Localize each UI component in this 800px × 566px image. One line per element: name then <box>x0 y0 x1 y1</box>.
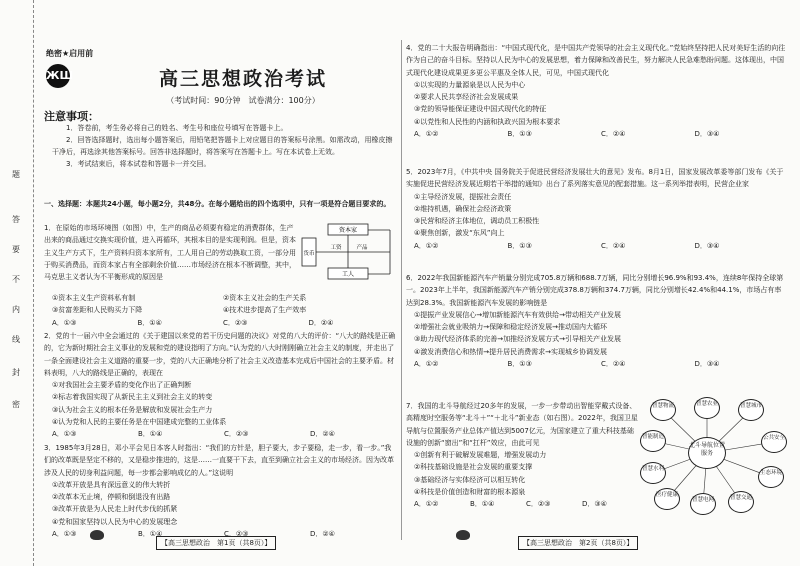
note-item: 1．答卷前，考生务必将自己的姓名、考生号和座位号填写在答题卡上。 <box>66 124 288 132</box>
answer-choice: A．①② <box>414 360 439 369</box>
option-item: ②标志着我国实现了从新民主主义到社会主义的转变 <box>52 393 213 402</box>
diagram-node: 智慧农业 <box>694 397 720 419</box>
answer-choice: D．③④ <box>694 360 720 369</box>
gutter-label: 内 <box>12 305 20 314</box>
answer-choice: D．②④ <box>310 430 335 439</box>
option-item: ①主导经济发展，提振社会责任 <box>414 192 512 201</box>
notes-list <box>52 122 397 170</box>
gutter-label: 题 <box>12 170 20 179</box>
page-footer-label: 【高三思想政治 第2页（共8页）】 <box>518 536 638 550</box>
answer-choice: B．①④ <box>138 530 163 539</box>
option-item: ③助力现代经济体系的完善→加推经济发展方式→引导相关产业发展 <box>414 335 622 344</box>
answer-choice: D．②④ <box>310 530 335 539</box>
diagram-label: 产品 <box>356 245 368 251</box>
option-item: ③民营和经济主体地位，调动员工积极性 <box>414 217 540 226</box>
option-item: ③改革开放是为人民走上时代步伐的抓紧 <box>52 505 178 514</box>
footer-right <box>518 536 638 550</box>
gutter-label: 答 <box>12 215 20 224</box>
diagram-hub: 北斗导航位置服务 <box>688 437 726 469</box>
option-item: ②科技基础设施是社会发展的重要支撑 <box>414 463 533 472</box>
exam-title: 高三思想政治考试 <box>158 68 327 90</box>
answer-choice: C．②③ <box>224 430 249 439</box>
answer-choice: B．①③ <box>507 130 532 139</box>
option-item: ①以实现的力量源泉是以人民为中心 <box>414 80 526 89</box>
answer-choice: B．①③ <box>507 360 532 369</box>
option-item: ④党和国家坚持以人民为中心的发展理念 <box>52 517 178 526</box>
question-2 <box>44 330 396 441</box>
option-item: ③认为社会主义的根本任务是解放和发展社会生产力 <box>52 405 213 414</box>
answer-choice: D．③④ <box>582 500 607 509</box>
answer-choice: B．①④ <box>137 318 162 327</box>
question-stem: 6．2022年我国新能源汽车产销量分别完成705.8万辆和688.7万辆，同比分别增长96.9%和93.4%，连续8年保持全球第一。2023年上半年，我国新能源汽车产销分别完成378.8万辆和374.7万辆，同比分别增长42.4%和44.1%，市场占有率达到28.3%。我国新能源汽车发展的影响链是 <box>406 274 784 307</box>
option-item: ④科技是价值创造和财富的根本源泉 <box>414 488 526 497</box>
diagram-node: 公共安全 <box>761 431 787 453</box>
answer-choice: B．①④ <box>138 430 163 439</box>
diagram-node: 智慧交通 <box>728 491 754 513</box>
answer-choice: C．②③ <box>526 500 551 509</box>
diagram-label: 工人 <box>341 271 355 278</box>
gutter-label: 线 <box>12 335 20 344</box>
option-item: ②要求人民共享经济社会发展成果 <box>414 93 519 102</box>
answer-choice: C．②④ <box>601 241 626 250</box>
answer-choice: A．①③ <box>52 530 77 539</box>
gutter-label: 不 <box>12 275 20 284</box>
question-6 <box>406 272 788 370</box>
question-7 <box>406 400 638 511</box>
binding-gutter <box>0 0 34 566</box>
bird-logo-icon <box>90 530 104 540</box>
answer-choice: A．①③ <box>52 430 77 439</box>
column-divider <box>401 40 402 540</box>
diagram-label: 工资 <box>330 245 342 251</box>
q7-beidou-diagram <box>640 397 790 515</box>
question-1 <box>44 222 296 283</box>
diagram-node: 生态环境 <box>758 466 784 488</box>
diagram-node: 医疗健康 <box>654 488 680 510</box>
option-item: ②资本主义社会的生产关系 <box>223 294 307 302</box>
q1-options <box>52 292 394 329</box>
question-stem: 3．1985年3月28日，邓小平会见日本客人时指出：“我们的方针是，胆子要大，步子要稳，走一步，看一步。”我们的改革既是坚定不移的，又是稳步推进的，这是……一直要干下去，直至到确立社会主义的市场经济。因为改革涉及人民的切身利益问题，每一步都会影响成亿的人。”这说明 <box>44 444 394 477</box>
option-item: ③基础经济与实体经济可以相互转化 <box>414 475 526 484</box>
question-stem: 7．我国的北斗导航经过20多年的发展，一步一步带动出智能穿戴式设备、高精度时空服务等“北斗＋”“＋北斗”新业态（如右图）。2022年，我国卫星导航与位置服务产业总体产值达到5007亿元，为国家建立了重大科技基础设施的创新“窗出”和“扛杆”效应，由此可见 <box>406 402 638 447</box>
question-stem: 4．党的二十大报告明确指出：“中国式现代化，是中国共产党领导的社会主义现代化。”党始终坚持把人民对美好生活的向往作为自己的奋斗目标。坚持以人民为中心的发展思想，着力保障和改善民生，努力解决人民急难愁盼问题。这体现出，中国式现代化建设成果更多更公平惠及全体人民，可见，中国式现代化 <box>406 44 786 77</box>
q1-diagram <box>300 222 394 282</box>
answer-choice: D．②④ <box>308 318 334 327</box>
option-item: ②改革本无止境，停顿和倒退没有出路 <box>52 493 171 502</box>
answer-choice: A．①② <box>414 130 439 139</box>
diagram-label: 资本家 <box>338 227 358 234</box>
answer-choice: B．①③ <box>507 241 532 250</box>
gutter-label: 封 <box>12 368 20 377</box>
answer-choice: A．①② <box>414 241 439 250</box>
question-3 <box>44 442 396 540</box>
q1-diagram-svg <box>300 222 394 282</box>
option-item: ①对我国社会主要矛盾的变化作出了正确判断 <box>52 381 192 390</box>
option-item: ④聚焦创新，激发“东风”向上 <box>414 229 505 238</box>
diagram-label: 货币 <box>303 251 315 257</box>
option-item: ④激发消费信心和热情→提升居民消费需求→实现城乡协调发展 <box>414 347 608 356</box>
option-item: ①创新有利于破解发展难题，增强发展动力 <box>414 451 547 460</box>
option-item: ①资本主义生产资料私有制 <box>52 294 136 302</box>
diagram-node: 智慧水利 <box>640 462 666 484</box>
note-item: 3．考试结束后，将本试卷和答题卡一并交回。 <box>66 160 211 168</box>
exam-meta: （考试时间：90分钟 试卷满分：100分） <box>166 96 320 105</box>
option-item: ④技术进步提高了生产效率 <box>223 306 307 315</box>
page-footer-label: 【高三思想政治 第1页（共8页）】 <box>156 536 276 550</box>
answer-choice: A．①② <box>414 500 439 509</box>
option-item: ①提振产业发展信心→增加新能源汽车有效供给→带动相关产业发展 <box>414 310 622 319</box>
answer-choice: C．②④ <box>601 130 626 139</box>
answer-choice: C．②③ <box>224 530 249 539</box>
option-item: ③贫富差距和人民购买力下降 <box>52 306 143 315</box>
left-column <box>38 0 398 566</box>
answer-choice: C．②③ <box>223 318 248 327</box>
answer-choice: B．①④ <box>470 500 495 509</box>
diagram-node: 智慧物流 <box>650 399 676 421</box>
question-stem: 2．党的十一届六中全会通过的《关于建国以来党的若干历史问题的决议》对党的八大的评价：“八大的路线是正确的，它为新时期社会主义事业的发展和党的建设指明了方向。”认为党的八大时刚刚确立社会主义的制度，并走出了一条全面建设社会主义道路的重要一步，党的八大正确地分析了社会主义改造基本完成后中国社会的主要矛盾。材料表明，八大的路线是正确的，表现在 <box>44 332 396 377</box>
notes-heading: 注意事项： <box>44 110 99 123</box>
footer-left <box>156 536 276 550</box>
answer-choice: C．②④ <box>601 360 626 369</box>
diagram-node: 智慧城市 <box>738 399 764 421</box>
gutter-label: 要 <box>12 245 20 254</box>
secret-mark: 绝密★启用前 <box>46 49 94 58</box>
answer-choice: D．③④ <box>694 241 720 250</box>
option-item: ③党的领导能保证建设中国式现代化的特征 <box>414 105 547 114</box>
diagram-node: 智慧电网 <box>690 493 716 515</box>
gutter-label: 密 <box>12 400 20 409</box>
section-one-heading: 一、选择题：本题共24小题，每小题2分，共48分。在每小题给出的四个选项中，只有一项是符合题目要求的。 <box>44 200 391 208</box>
answer-choice: D．③④ <box>694 130 720 139</box>
option-item: ②增强社会就业吸纳力→保障和稳定经济发展→推动国内大循环 <box>414 323 608 332</box>
answer-choice: A．①③ <box>52 318 77 327</box>
option-item: ①改革开放是具有深远意义的伟大转折 <box>52 480 171 489</box>
question-5 <box>406 166 788 252</box>
question-4 <box>406 42 788 140</box>
bird-logo-icon <box>456 530 470 540</box>
option-item: ②维持机遇，确保社会经济政策 <box>414 204 512 213</box>
diagram-node: 智能制造 <box>640 430 666 452</box>
exam-logo: ЖШ <box>46 64 70 88</box>
option-item: ④认为党和人民的主要任务是在中国建成完整的工业体系 <box>52 418 227 427</box>
option-item: ④以党性和人民性的内涵和执政兴国为根本要求 <box>414 117 561 126</box>
question-stem: 1．在原始的市场环境图（如图）中，生产的商品必须要有稳定的消费群体，生产出来的商品通过交换实现价值，进入再循环，其根本目的是实现利润。但是，资本主义生产方式下，生产资料归资本家所有，工人用自己的劳动换取工资，一部分用于购买消费品，而资本家占有全部剩余价值……市场经济在根本不断调整，其中，马克思主义者认为不平衡形成的原因是 <box>44 224 296 282</box>
note-item: 2．回答选择题时，选出每小题答案后，用铅笔把答题卡上对应题目的答案标号涂黑。如需改动，用橡皮擦干净后，再选涂其他答案标号。回答非选择题时，将答案写在答题卡上。写在本试卷上无效。 <box>52 136 393 156</box>
question-stem: 5．2023年7月，《中共中央 国务院关于促进民营经济发展壮大的意见》发布。8月1日，国家发展改革委等部门发布《关于实施促进民营经济发展近期若干举措的通知》出台了系列落实意见的配套措施。这一系列举措表明，民营企业家 <box>406 168 784 189</box>
